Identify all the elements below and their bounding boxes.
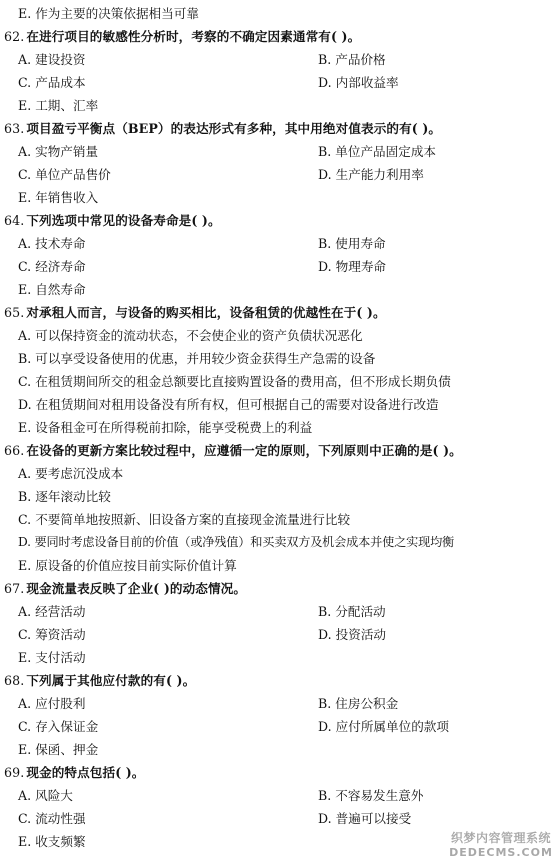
question-text: 在设备的更新方案比较过程中，应遵循一定的原则，下列原则中正确的是( )。	[26, 443, 462, 458]
q62-option-b: B. 产品价格	[318, 52, 386, 67]
question-number: 67.	[4, 581, 25, 596]
question-number: 64.	[4, 213, 25, 228]
q66-option-d: D. 要同时考虑设备目前的价值（或净残值）和买卖双方及机会成本并使之实现均衡	[18, 535, 455, 549]
q69-option-b: B. 不容易发生意外	[318, 788, 424, 803]
q64-option-d: D. 物理寿命	[318, 259, 387, 274]
q67-option-c: C. 筹资活动	[18, 627, 86, 642]
question-text: 现金的特点包括( )。	[26, 765, 145, 780]
q66-option-a: A. 要考虑沉没成本	[18, 466, 124, 481]
q63-option-a: A. 实物产销量	[18, 144, 99, 159]
q64-option-e: E. 自然寿命	[18, 282, 86, 297]
question-text: 对承租人而言，与设备的购买相比，设备租赁的优越性在于( )。	[26, 305, 386, 320]
q63-option-e: E. 年销售收入	[18, 190, 99, 205]
q68-option-d: D. 应付所属单位的款项	[318, 719, 449, 734]
q63-option-d: D. 生产能力利用率	[318, 167, 424, 182]
question-number: 62.	[4, 29, 25, 44]
q69-option-e: E. 收支频繁	[18, 834, 86, 849]
question-63-stem	[4, 117, 441, 140]
q68-option-a: A. 应付股利	[18, 696, 86, 711]
q67-option-d: D. 投资活动	[318, 627, 387, 642]
question-66-stem	[4, 439, 462, 462]
question-number: 68.	[4, 673, 25, 688]
q62-option-d: D. 内部收益率	[318, 75, 399, 90]
question-69-stem	[4, 761, 145, 784]
q62-option-e: E. 工期、汇率	[18, 98, 99, 113]
q62-option-c: C. 产品成本	[18, 75, 86, 90]
watermark-en-text: DEDECMS.COM	[449, 846, 553, 859]
option-e-previous: E. 作为主要的决策依据相当可靠	[18, 6, 199, 21]
q65-option-e: E. 设备租金可在所得税前扣除，能享受税费上的利益	[18, 420, 313, 435]
q67-option-b: B. 分配活动	[318, 604, 386, 619]
question-number: 69.	[4, 765, 25, 780]
q64-option-b: B. 使用寿命	[318, 236, 386, 251]
question-65-stem	[4, 301, 386, 324]
q62-option-a: A. 建设投资	[18, 52, 86, 67]
question-text: 下列选项中常见的设备寿命是( )。	[26, 213, 221, 228]
question-text: 在进行项目的敏感性分析时，考察的不确定因素通常有( )。	[26, 29, 361, 44]
question-number: 65.	[4, 305, 25, 320]
q63-option-c: C. 单位产品售价	[18, 167, 111, 182]
question-67-stem	[4, 577, 246, 600]
q65-option-b: B. 可以享受设备使用的优惠，并用较少资金获得生产急需的设备	[18, 351, 376, 366]
q65-option-c: C. 在租赁期间所交的租金总额要比直接购置设备的费用高，但不形成长期负债	[18, 374, 451, 389]
q68-option-c: C. 存入保证金	[18, 719, 99, 734]
watermark	[446, 830, 556, 860]
q67-option-a: A. 经营活动	[18, 604, 86, 619]
q68-option-b: B. 住房公积金	[318, 696, 399, 711]
question-text: 项目盈亏平衡点（BEP）的表达形式有多种，其中用绝对值表示的有( )。	[26, 121, 442, 136]
q67-option-e: E. 支付活动	[18, 650, 86, 665]
question-64-stem	[4, 209, 221, 232]
question-text: 现金流量表反映了企业( )的动态情况。	[26, 581, 247, 596]
watermark-cn-text: 织梦内容管理系统	[450, 831, 551, 845]
q64-option-c: C. 经济寿命	[18, 259, 86, 274]
q69-option-c: C. 流动性强	[18, 811, 86, 826]
question-62-stem	[4, 25, 360, 48]
q65-option-d: D. 在租赁期间对租用设备没有所有权，但可根据自己的需要对设备进行改造	[18, 397, 439, 412]
q66-option-c: C. 不要简单地按照新、旧设备方案的直接现金流量进行比较	[18, 512, 351, 527]
q69-option-d: D. 普遍可以接受	[318, 811, 412, 826]
q63-option-b: B. 单位产品固定成本	[318, 144, 437, 159]
q69-option-a: A. 风险大	[18, 788, 73, 803]
question-text: 下列属于其他应付款的有( )。	[26, 673, 196, 688]
q64-option-a: A. 技术寿命	[18, 236, 86, 251]
question-number: 66.	[4, 443, 25, 458]
q66-option-b: B. 逐年滚动比较	[18, 489, 111, 504]
question-68-stem	[4, 669, 195, 692]
q65-option-a: A. 可以保持资金的流动状态，不会使企业的资产负债状况恶化	[18, 328, 363, 343]
q66-option-e: E. 原设备的价值应按目前实际价值计算	[18, 558, 237, 573]
q68-option-e: E. 保函、押金	[18, 742, 99, 757]
question-number: 63.	[4, 121, 25, 136]
